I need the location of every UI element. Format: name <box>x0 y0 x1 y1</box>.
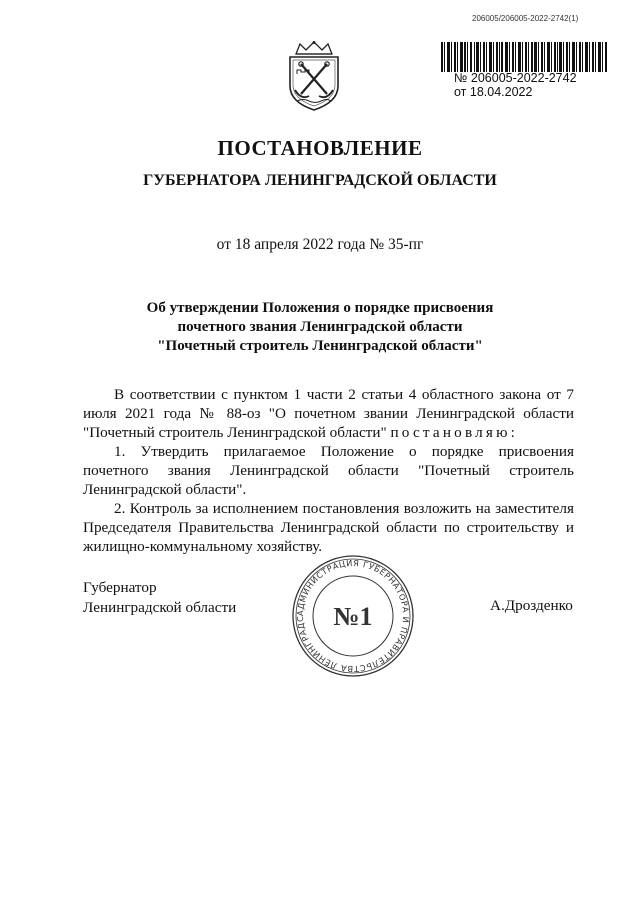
preamble-paragraph <box>83 385 574 442</box>
document-issuer: ГУБЕРНАТОРА ЛЕНИНГРАДСКОЙ ОБЛАСТИ <box>143 172 497 189</box>
decree-word: постановляю: <box>390 424 519 441</box>
coat-of-arms-icon <box>283 40 345 112</box>
document-body <box>83 385 574 556</box>
decree-item-1: 1. Утвердить прилагаемое Положение о порядке присвоения почетного звания Ленинградской области "Почетный строитель Ленинградской области". <box>83 443 574 498</box>
document-reference: 206005/206005-2022-2742(1) <box>472 14 579 23</box>
registration-number: № 206005-2022-2742 <box>454 71 577 85</box>
position-line: Ленинградской области <box>83 598 237 616</box>
signatory-name: А.Дрозденко <box>490 597 573 614</box>
document-date-number: от 18 апреля 2022 года № 35-пг <box>216 236 424 253</box>
seal-center-number: №1 <box>333 602 373 631</box>
registration-block <box>454 71 577 99</box>
barcode-icon <box>441 42 607 72</box>
preamble-text: В соответствии с пунктом 1 части 2 статьи 4 областного закона от 7 июля 2021 года № 88-оз "О почетном звании Ленинградской области "Почетный строитель Ленинградской области" <box>83 386 574 441</box>
heading-line: почетного звания Ленинградской области <box>177 319 463 335</box>
heading-line: Об утверждении Положения о порядке присвоения <box>146 300 494 316</box>
document-type: ПОСТАНОВЛЕНИЕ <box>217 136 423 160</box>
document-heading <box>0 299 640 356</box>
decree-item-2: 2. Контроль за исполнением постановления возложить на заместителя Председателя Правительства Ленинградской области по строительству и жилищно-коммунальному хозяйству. <box>83 500 574 555</box>
position-line: Губернатор <box>83 579 157 596</box>
registration-date: от 18.04.2022 <box>454 85 533 99</box>
signatory-position <box>83 578 236 617</box>
official-seal <box>290 553 416 679</box>
heading-line: "Почетный строитель Ленинградской области" <box>157 338 483 354</box>
seal-ring-text: АДМИНИСТРАЦИЯ ГУБЕРНАТОРА И ПРАВИТЕЛЬСТВА ЛЕНИНГРАДС <box>294 557 412 675</box>
